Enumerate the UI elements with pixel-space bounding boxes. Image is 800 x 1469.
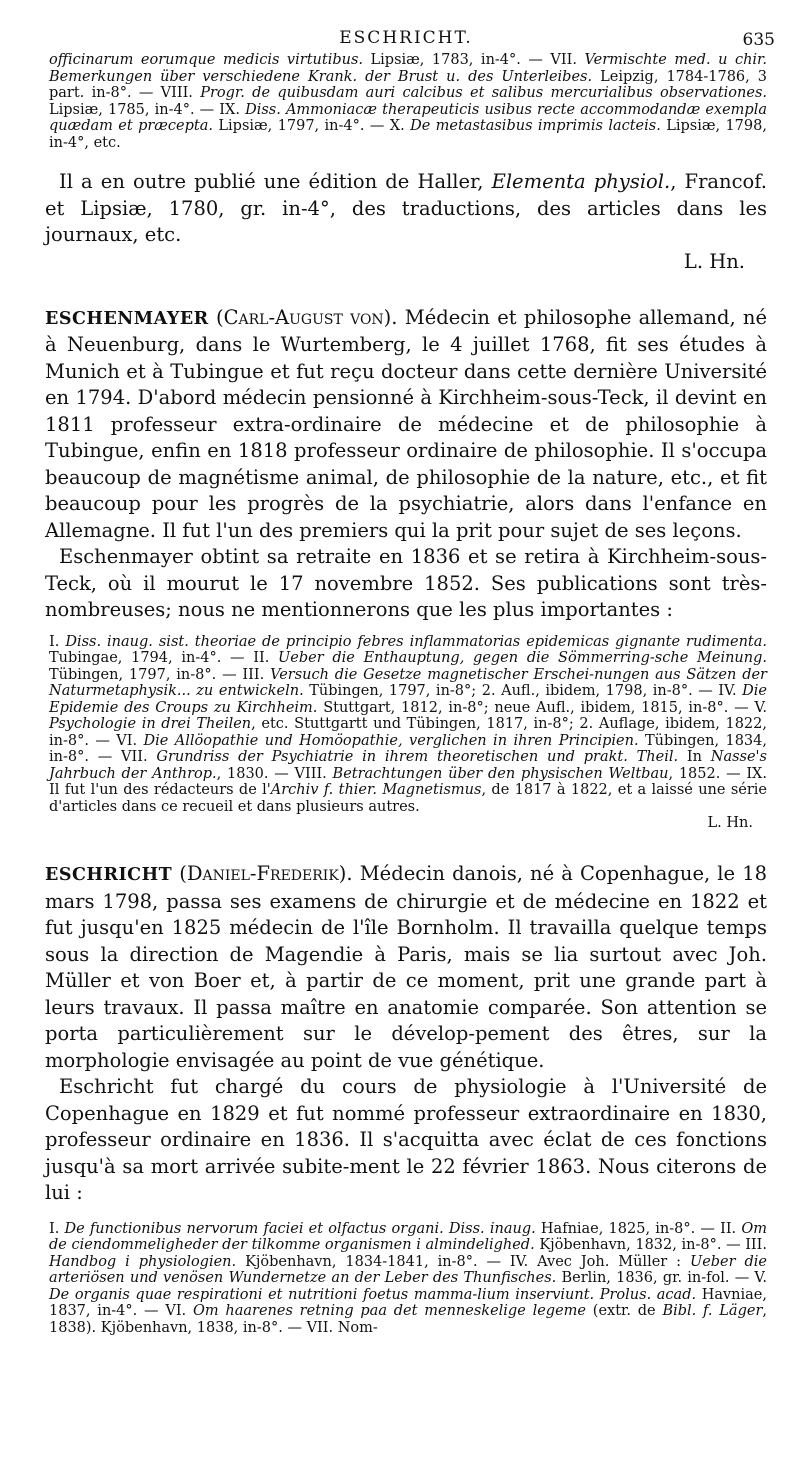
entry-paragraph xyxy=(45,305,767,545)
entry-paragraph: Eschricht fut chargé du cours de physiologie à l'Université de Copenhague en 1829 et fut nommé professeur extraordinaire en 1830, professeur ordinaire en 1836. Il s'acquitta avec éclat de ces fonctions jusqu'à sa mort arrivée subite-ment le 22 février 1863. Nous citerons de lui : xyxy=(45,1075,767,1204)
page-title: ESCHRICHT. xyxy=(339,28,473,48)
entry-bibliography: I. De functionibus nervorum faciei et olfactus organi. Diss. inaug. Hafniae, 1825, in-8°. — II. Om de ciendommeligheder der tilkomme organismen i almindelighed. Kjöbenhavn, 1832, in-8°. — III. Handbog i physiologien. Kjöbenhavn, 1834-1841, in-8°. — IV. Avec Joh. Müller : Ueber die arteriösen und venösen Wundernetze an der Leber des Thunfisches. Berlin, 1836, gr. in-fol. — V. De organis quae respirationi et nutritioni foetus mamma-lium inserviunt. Prolus. acad. Havniae, 1837, in-4°. — VI. Om haarenes retning paa det menneskelige legeme (extr. de Bibl. f. Läger, 1838). Kjöbenhavn, 1838, in-8°. — VII. Nom- xyxy=(49,1220,767,1336)
entry-names: (Carl-August von). xyxy=(215,305,398,329)
running-head xyxy=(45,28,775,52)
haller-note: Il a en outre publié une édition de Haller, Elementa physiol., Francof. et Lipsiæ, 1780, gr. in-4°, des traductions, des articles dans les journaux, etc. xyxy=(45,170,767,246)
bibliography-continuation: officinarum eorumque medicis virtutibus. Lipsiæ, 1783, in-4°. — VII. Vermischte med. u chir. Bemerkungen über verschiedene Krank. der Brust u. des Unterleibes. Leipzig, 1784-1786, 3 part. in-8°. — VIII. Progr. de quibusdam auri calcibus et salibus mercurialibus observationes. Lipsiæ, 1785, in-4°. — IX. Diss. Ammoniacæ therapeuticis usibus recte accommodandæ exempla quædam et præcepta. Lipsiæ, 1797, in-4°. — X. De metastasibus imprimis lacteis. Lipsiæ, 1798, in-4°, etc. xyxy=(49,52,767,151)
entry-headword: ESCHRICHT xyxy=(45,865,173,885)
page-number: 635 xyxy=(742,30,775,50)
entry-paragraph xyxy=(45,861,767,1074)
entry-bibliography: I. Diss. inaug. sist. theoriae de principio febres inflammatorias epidemicas gignante rudimenta. Tubingae, 1794, in-4°. — II. Ueber die Enthauptung, gegen die Sömmerring-sche Meinung. Tübingen, 1797, in-8°. — III. Versuch die Gesetze magnetischer Erschei-nungen aus Sätzen der Naturmetaphysik... zu entwickeln. Tübingen, 1797, in-8°; 2. Aufl., ibidem, 1798, in-8°. — IV. Die Epidemie des Croups zu Kirchheim. Stuttgart, 1812, in-8°; neue Aufl., ibidem, 1815, in-8°. — V. Psychologie in drei Theilen, etc. Stuttgartt und Tübingen, 1817, in-8°; 2. Auflage, ibidem, 1822, in-8°. — VI. Die Allöopathie und Homöopathie, verglichen in ihren Principien. Tübingen, 1834, in-8°. — VII. Grundriss der Psychiatrie in ihrem theoretischen und prakt. Theil. In Nasse's Jahrbuch der Anthrop., 1830. — VIII. Betrachtungen über den physischen Weltbau, 1852. — IX. Il fut l'un des rédacteurs de l'Archiv f. thier. Magnetismus, de 1817 à 1822, et a laissé une série d'articles dans ce recueil et dans plusieurs autres. xyxy=(49,633,768,815)
entry-headword: ESCHENMAYER xyxy=(45,308,209,329)
author-signature: L. Hn. xyxy=(683,249,745,273)
entry-names: (Daniel-Frederik). xyxy=(179,862,353,885)
entry-text: Médecin et philosophe allemand, né à Neuenburg, dans le Wurtemberg, le 4 juillet 1768, fit ses études à Munich et à Tubingue et fut reçu docteur dans cette dernière Université en 1794. D'abord médecin pensionné à Kirchheim-sous-Teck, il devint en 1811 professeur extra-ordinaire de médecine et de philosophie à Tubingue, enfin en 1818 professeur ordinaire de philosophie. Il s'occupa beaucoup de magnétisme animal, de philosophie de la nature, etc., et fit beaucoup pour les progrès de la psychiatrie, alors dans l'enfance en Allemagne. Il fut l'un des premiers qui la prit pour sujet de ses leçons. xyxy=(45,305,767,542)
entry-paragraph: Eschenmayer obtint sa retraite en 1836 et se retira à Kirchheim-sous-Teck, où il mourut le 17 novembre 1852. Ses publications sont très-nombreuses; nous ne mentionnerons que les plus importantes : xyxy=(45,545,767,621)
author-signature: L. Hn. xyxy=(707,815,753,831)
entry-eschenmayer xyxy=(45,305,767,832)
entry-eschricht xyxy=(45,861,767,1336)
entry-text: Médecin danois, né à Copenhague, le 18 mars 1798, passa ses examens de chirurgie et de médecine en 1822 et fut jusqu'en 1825 médecin de l'île Bornholm. Il travailla quelque temps sous la direction de Magendie à Paris, mais se lia surtout avec Joh. Müller et von Boer et, à partir de ce moment, prit une grande part à leurs travaux. Il passa maître en anatomie comparée. Son attention se porta particulièrement sur le dévelop-pement des êtres, sur la morphologie envisagée au point de vue génétique. xyxy=(45,862,768,1072)
dictionary-page xyxy=(45,28,775,1336)
